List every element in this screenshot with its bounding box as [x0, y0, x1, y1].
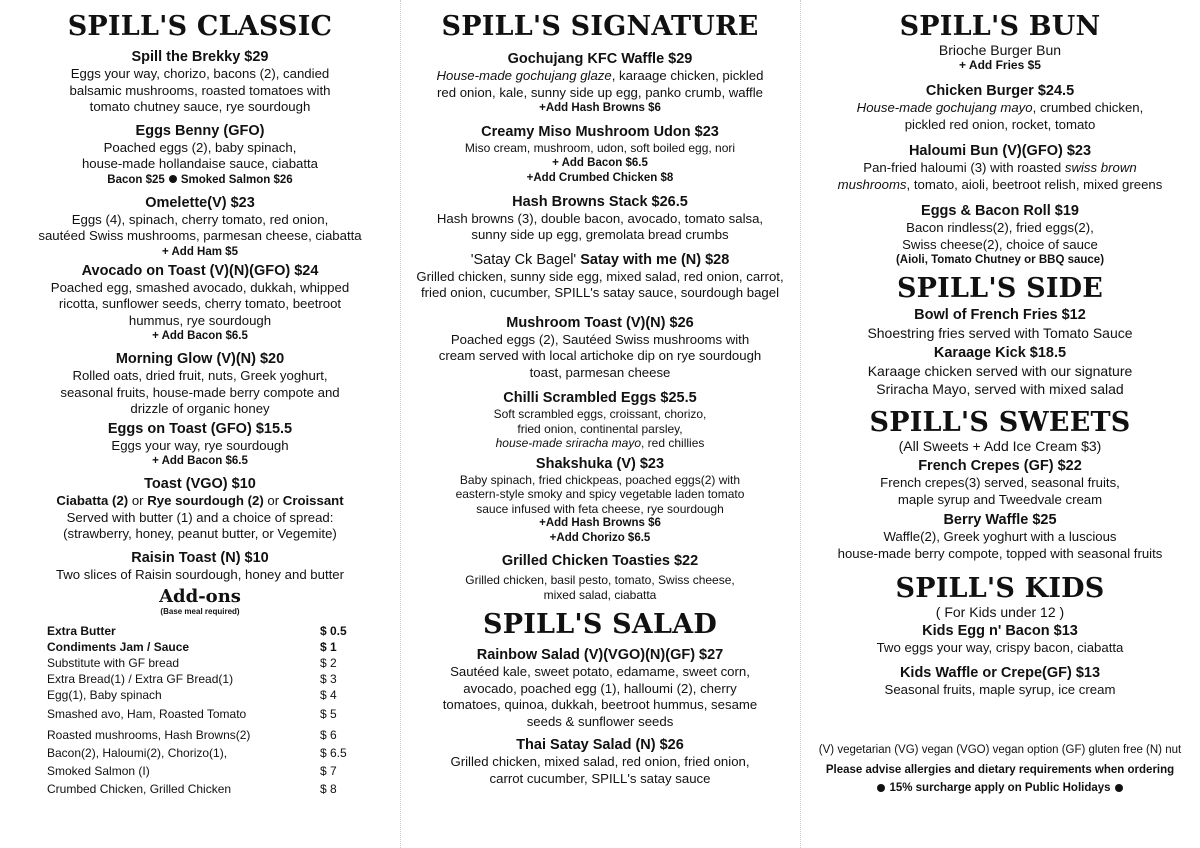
addons-title: Add-ons — [159, 586, 241, 607]
menu-item — [800, 306, 1200, 342]
surcharge-notice — [800, 780, 1200, 796]
item-desc: Poached egg, smashed avocado, dukkah, whipped — [50, 279, 350, 295]
item-desc: sunny side up egg, gremolata bread crumbs — [471, 227, 729, 242]
item-bread-options — [0, 493, 400, 510]
item-extra — [0, 173, 400, 188]
addon-name: Extra Butter — [47, 624, 116, 638]
item-desc: seeds & sunflower seeds — [526, 713, 674, 729]
surcharge-text: 15% surcharge apply on Public Holidays — [889, 782, 1111, 794]
menu-item — [0, 262, 400, 345]
item-desc: Waffle(2), Greek yoghurt with a luscious — [883, 529, 1117, 544]
menu-item — [0, 48, 400, 116]
item-desc: seasonal fruits, house-made berry compote and — [60, 384, 340, 400]
menu-item — [0, 194, 400, 260]
item-name: Haloumi Bun (V)(GFO) $23 — [908, 143, 1092, 159]
item-desc: Sautéed kale, sweet potato, edamame, sweet corn, — [450, 664, 750, 679]
signature-column — [400, 0, 800, 848]
addon-row — [47, 706, 360, 722]
item-name: Creamy Miso Mushroom Udon $23 — [481, 124, 719, 140]
item-desc — [400, 436, 800, 451]
item-desc: balsamic mushrooms, roasted tomatoes with — [69, 82, 331, 98]
item-desc: Eggs your way, chorizo, bacons (2), candied — [70, 66, 330, 81]
item-name — [400, 251, 800, 269]
item-name: Shakshuka (V) $23 — [535, 455, 665, 472]
addon-price: $ 8 — [320, 782, 337, 796]
menu-item — [0, 350, 400, 418]
item-desc: Sriracha Mayo, served with mixed salad — [876, 381, 1124, 397]
menu-item — [400, 193, 800, 244]
item-desc — [800, 100, 1200, 117]
addon-price: $ 3 — [320, 672, 337, 686]
item-name: Eggs Benny (GFO) — [135, 122, 265, 139]
item-desc: Soft scrambled eggs, croissant, chorizo, — [493, 407, 707, 421]
item-extra: + Add Bacon $6.5 — [152, 330, 248, 342]
addon-name: Condiments Jam / Sauce — [47, 640, 190, 654]
menu-item — [800, 622, 1200, 657]
item-extra: +Add Chorizo $6.5 — [549, 532, 651, 544]
item-name: Chilli Scrambled Eggs $25.5 — [503, 390, 697, 406]
dietary-legend: (V) vegetarian (VG) vegan (VGO) vegan option (GF) gluten free (N) nut — [818, 744, 1182, 756]
item-extra: +Add Hash Browns $6 — [539, 102, 661, 114]
item-desc — [800, 177, 1200, 194]
item-desc: hummus, rye sourdough — [128, 312, 272, 328]
addons-section — [0, 587, 400, 797]
bullet-icon — [1115, 784, 1123, 792]
item-name: Chicken Burger $24.5 — [925, 83, 1075, 99]
item-desc: house-made berry compote, topped with seasonal fruits — [837, 545, 1163, 561]
addon-row — [47, 623, 360, 639]
menu-item — [0, 549, 400, 584]
item-name: French Crepes (GF) $22 — [918, 458, 1082, 474]
menu-item — [800, 664, 1200, 699]
menu-item — [400, 455, 800, 547]
item-desc: Poached eggs (2), Sautéed Swiss mushrooms with — [450, 331, 750, 347]
item-title: Satay with me (N) $28 — [580, 251, 730, 268]
menu-item — [400, 736, 800, 787]
desc-text: , red chillies — [641, 436, 705, 450]
menu-item — [400, 123, 800, 186]
item-desc: tomatoes, quinoa, dukkah, beetroot hummus, sesame — [442, 697, 758, 712]
item-desc: cream served with local artichoke dip on rye sourdough — [438, 348, 762, 363]
item-desc: Eggs (4), spinach, cherry tomato, red onion, — [71, 211, 329, 227]
addon-price: $ 6.5 — [320, 746, 347, 760]
item-desc: Rolled oats, dried fruit, nuts, Greek yoghurt, — [72, 368, 328, 383]
addon-row — [47, 745, 360, 761]
bullet-icon — [169, 175, 177, 183]
option-or: or — [263, 493, 283, 508]
extra-salmon: Smoked Salmon $26 — [180, 173, 293, 186]
addon-price: $ 7 — [320, 764, 337, 778]
item-desc: drizzle of organic honey — [130, 401, 270, 416]
addon-price: $ 5 — [320, 707, 337, 721]
menu-item — [800, 457, 1200, 508]
item-desc: (strawberry, honey, peanut butter, or Vegemite) — [63, 526, 337, 541]
addon-name: Smashed avo, Ham, Roasted Tomato — [47, 707, 247, 721]
section-title-signature: SPILL'S SIGNATURE — [441, 11, 759, 42]
menu-item — [0, 420, 400, 470]
item-desc: pickled red onion, rocket, tomato — [904, 116, 1096, 132]
menu-item — [400, 50, 800, 116]
item-name: Mushroom Toast (V)(N) $26 — [506, 314, 694, 331]
menu-item — [400, 552, 800, 602]
bun-subtitle: Brioche Burger Bun — [938, 42, 1062, 58]
item-name: Omelette(V) $23 — [145, 194, 255, 211]
item-name: Rainbow Salad (V)(VGO)(N)(GF) $27 — [476, 647, 724, 663]
item-name: Raisin Toast (N) $10 — [131, 549, 269, 566]
item-name: Hash Browns Stack $26.5 — [512, 193, 688, 210]
addons-table — [0, 623, 400, 797]
bun-extra: + Add Fries $5 — [959, 58, 1041, 72]
section-title-bun: SPILL'S BUN — [899, 11, 1101, 42]
item-desc: house-made hollandaise sauce, ciabatta — [81, 156, 319, 171]
item-extra: +Add Hash Browns $6 — [539, 517, 661, 529]
item-extra: + Add Bacon $6.5 — [152, 455, 248, 467]
kids-subtitle: ( For Kids under 12 ) — [935, 604, 1065, 620]
item-nickname: 'Satay Ck Bagel' — [470, 251, 581, 268]
addon-price: $ 4 — [320, 688, 337, 702]
item-desc: Hash browns (3), double bacon, avocado, tomato salsa, — [436, 210, 764, 226]
item-name: Spill the Brekky $29 — [131, 49, 269, 65]
item-desc: Two eggs your way, crispy bacon, ciabatta — [876, 640, 1124, 655]
sweets-subtitle: (All Sweets + Add Ice Cream $3) — [898, 438, 1102, 454]
addon-price: $ 6 — [320, 728, 337, 742]
addon-row — [47, 671, 360, 687]
desc-italic: house-made sriracha mayo — [495, 436, 642, 450]
menu-item — [400, 646, 800, 730]
item-desc: Two slices of Raisin sourdough, honey and butter — [55, 566, 345, 582]
item-desc: Swiss cheese(2), choice of sauce — [902, 236, 1098, 252]
addon-name: Crumbed Chicken, Grilled Chicken — [47, 782, 232, 796]
item-name: Eggs & Bacon Roll $19 — [921, 203, 1079, 219]
item-name: Gochujang KFC Waffle $29 — [507, 51, 693, 67]
desc-text: , tomato, aioli, beetroot relish, mixed greens — [906, 176, 1163, 192]
section-title-salad: SPILL'S SALAD — [483, 609, 717, 640]
item-extra: + Add Ham $5 — [162, 245, 238, 258]
item-name: Avocado on Toast (V)(N)(GFO) $24 — [81, 262, 319, 279]
section-title-kids: SPILL'S KIDS — [895, 573, 1105, 604]
item-desc — [400, 68, 800, 85]
item-desc: eastern-style smoky and spicy vegetable laden tomato — [455, 487, 745, 501]
menu-item — [800, 82, 1200, 133]
item-desc: carrot cucumber, SPILL's satay sauce — [489, 770, 711, 786]
item-desc: tomato chutney sauce, rye sourdough — [89, 99, 311, 114]
item-name: Kids Egg n' Bacon $13 — [922, 623, 1078, 639]
item-name: Berry Waffle $25 — [943, 512, 1057, 528]
menu-item — [800, 344, 1200, 398]
menu-item — [400, 389, 800, 451]
classic-column — [0, 0, 400, 848]
addon-row — [47, 727, 360, 743]
item-desc: Served with butter (1) and a choice of spread: — [66, 509, 334, 525]
item-desc: Baby spinach, fried chickpeas, poached eggs(2) with — [459, 472, 741, 487]
option-croissant: Croissant — [282, 493, 344, 508]
allergy-notice: Please advise allergies and dietary requirements when ordering — [825, 764, 1175, 776]
item-desc: toast, parmesan cheese — [529, 364, 671, 380]
item-name: Toast (VGO) $10 — [144, 476, 256, 492]
item-desc: Karaage chicken served with our signature — [867, 363, 1133, 379]
item-desc: French crepes(3) served, seasonal fruits, — [880, 475, 1120, 490]
addon-name: Bacon(2), Haloumi(2), Chorizo(1), — [47, 746, 228, 760]
addon-row — [47, 687, 360, 703]
item-desc: mixed salad, ciabatta — [543, 587, 657, 602]
item-desc: Poached eggs (2), baby spinach, — [103, 139, 297, 155]
addon-price: $ 2 — [320, 656, 337, 670]
option-rye: Rye sourdough (2) — [147, 493, 264, 508]
item-desc: red onion, kale, sunny side up egg, panko crumb, waffle — [437, 84, 763, 100]
addon-row — [47, 655, 360, 671]
addon-price: $ 0.5 — [320, 624, 347, 638]
item-desc: Shoestring fries served with Tomato Sauce — [867, 325, 1133, 341]
option-or: or — [128, 493, 148, 508]
item-name: Kids Waffle or Crepe(GF) $13 — [899, 664, 1101, 681]
menu-item — [0, 122, 400, 188]
item-extra: + Add Bacon $6.5 — [552, 156, 648, 169]
footer — [800, 743, 1200, 796]
item-desc: Grilled chicken, sunny side egg, mixed salad, red onion, carrot, — [416, 268, 784, 284]
menu-item — [800, 142, 1200, 193]
item-name: Eggs on Toast (GFO) $15.5 — [107, 420, 293, 437]
addon-row — [47, 781, 360, 797]
item-desc: Eggs your way, rye sourdough — [111, 437, 289, 453]
addon-name: Smoked Salmon (I) — [47, 764, 150, 778]
item-extra: (Aioli, Tomato Chutney or BBQ sauce) — [895, 254, 1105, 266]
desc-italic: House-made gochujang glaze — [436, 68, 612, 83]
item-desc: avocado, poached egg (1), halloumi (2), cherry — [463, 680, 737, 696]
item-desc: Bacon rindless(2), fried eggs(2), — [906, 220, 1094, 235]
bullet-icon — [877, 784, 885, 792]
menu-item — [400, 314, 800, 382]
section-title-side: SPILL'S SIDE — [896, 273, 1104, 304]
section-title-classic: SPILL'S CLASSIC — [67, 11, 333, 42]
addon-name: Roasted mushrooms, Hash Browns(2) — [47, 728, 251, 742]
item-name: Karaage Kick $18.5 — [933, 345, 1067, 361]
desc-italic: House-made gochujang mayo — [856, 100, 1033, 115]
desc-italic: swiss brown — [1064, 160, 1137, 175]
desc-italic: mushrooms — [837, 176, 907, 192]
desc-text: , karaage chicken, pickled — [611, 68, 764, 83]
desc-text: , crumbed chicken, — [1032, 100, 1144, 115]
menu-item — [800, 202, 1200, 268]
extra-bacon: Bacon $25 — [107, 173, 165, 186]
item-name: Thai Satay Salad (N) $26 — [516, 737, 684, 753]
item-desc: fried onion, continental parsley, — [517, 421, 683, 436]
addon-price: $ 1 — [320, 640, 337, 654]
addon-name: Substitute with GF bread — [47, 656, 180, 670]
item-desc: Seasonal fruits, maple syrup, ice cream — [884, 681, 1116, 697]
item-name: Bowl of French Fries $12 — [914, 307, 1086, 323]
item-desc: fried onion, cucumber, SPILL's satay sauce, sourdough bagel — [420, 285, 780, 300]
addon-row — [47, 763, 360, 779]
desc-text: Pan-fried haloumi (3) with roasted — [863, 160, 1065, 175]
item-desc: sauce infused with feta cheese, rye sourdough — [476, 501, 724, 516]
item-extra: +Add Crumbed Chicken $8 — [526, 171, 674, 184]
addon-name: Extra Bread(1) / Extra GF Bread(1) — [47, 672, 234, 686]
item-desc: Miso cream, mushroom, udon, soft boiled egg, nori — [464, 141, 736, 155]
addons-note: (Base meal required) — [160, 607, 240, 616]
item-desc — [800, 160, 1200, 177]
item-name: Grilled Chicken Toasties $22 — [501, 553, 699, 569]
item-desc: ricotta, sunflower seeds, cherry tomato, beetroot — [58, 296, 342, 311]
item-desc: maple syrup and Tweedvale cream — [897, 491, 1103, 507]
bun-side-sweets-kids-column — [800, 0, 1200, 848]
item-desc: sautéed Swiss mushrooms, parmesan cheese, ciabatta — [38, 228, 362, 243]
item-name: Morning Glow (V)(N) $20 — [115, 351, 285, 367]
menu-item — [800, 511, 1200, 562]
option-ciabatta: Ciabatta (2) — [56, 493, 129, 508]
addon-name: Egg(1), Baby spinach — [47, 688, 162, 702]
section-title-sweets: SPILL'S SWEETS — [869, 407, 1131, 438]
item-desc: Grilled chicken, mixed salad, red onion, fried onion, — [450, 754, 750, 769]
menu-item — [0, 475, 400, 543]
item-desc: Grilled chicken, basil pesto, tomato, Swiss cheese, — [465, 573, 735, 587]
addon-row — [47, 639, 360, 655]
menu-item — [400, 251, 800, 302]
